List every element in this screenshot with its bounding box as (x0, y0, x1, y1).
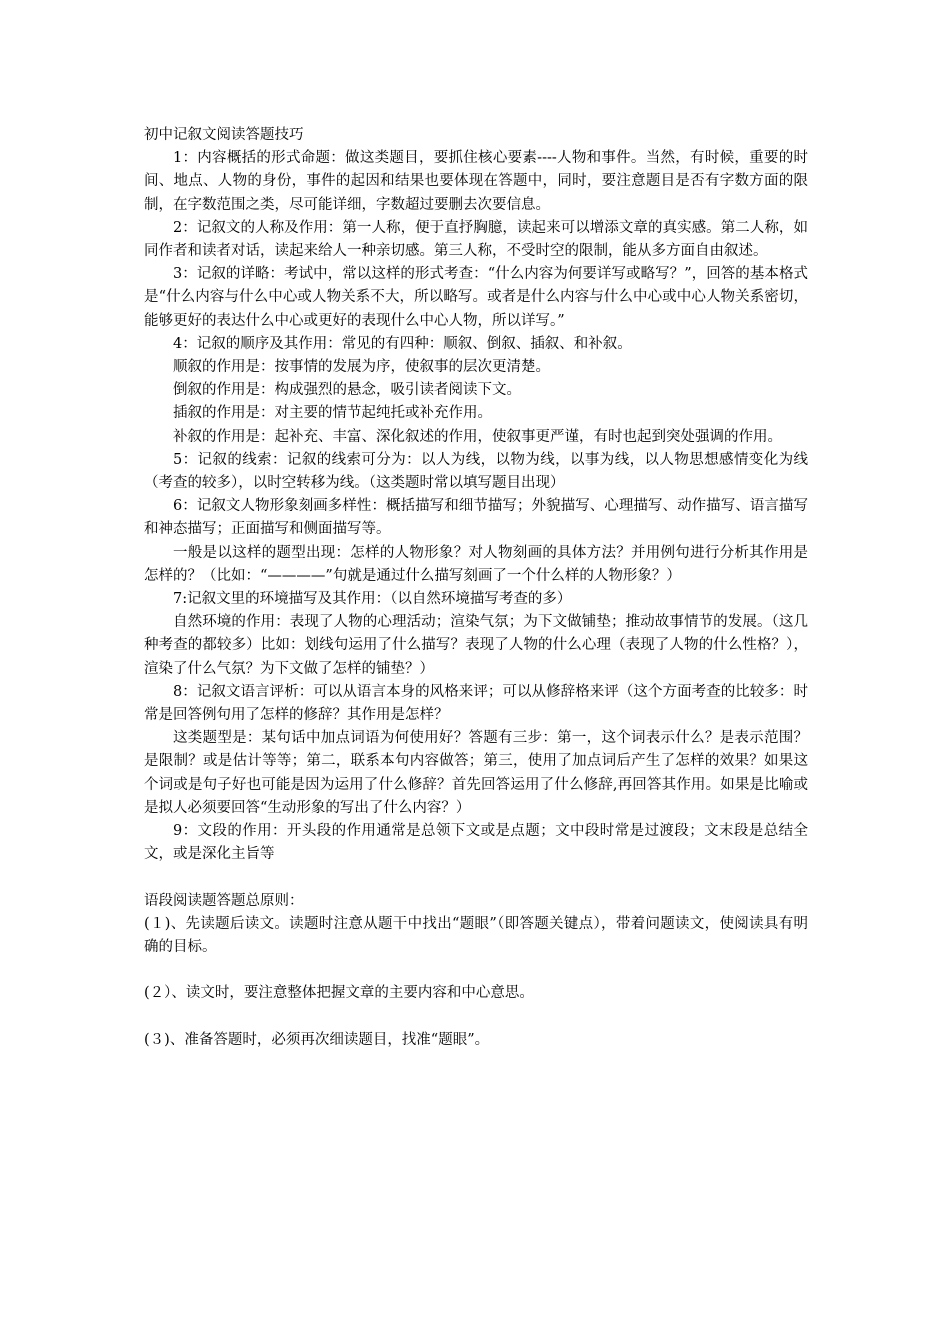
principles-heading: 语段阅读题答题总原则： (144, 892, 304, 909)
paragraph-language-question: 这类题型是：某句话中加点词语为何使用好？答题有三步：第一，这个词表示什么？是表示范围？是限制？或是估计等等；第二，联系本句内容做答；第三，使用了加点词后产生了怎样的效果？如果这个词或是句子好也可能是因为运用了什么修辞？首先回答运用了什么修辞,再回答其作用。如果是比喻或是拟人必须要回答“生动形象的写出了什么内容？） (144, 730, 808, 816)
paragraph-section-role: 9：文段的作用：开头段的作用通常是总领下文或是点题；文中段时常是过渡段；文末段是总结全文，或是深化主旨等 (144, 823, 808, 863)
blank-line (144, 1006, 808, 1029)
paragraph-character: 6：记叙文人物形象刻画多样性：概括描写和细节描写；外貌描写、心理描写、动作描写、语言描写和神态描写；正面描写和侧面描写等。 (144, 498, 808, 538)
paragraph-environment-effect: 自然环境的作用：表现了人物的心理活动；渲染气氛；为下文做铺垫；推动故事情节的发展。（这几种考查的都较多）比如：划线句运用了什么描写？表现了人物的什么心理（表现了人物的什么性格？），渲染了什么气氛？为下文做了怎样的铺垫？） (144, 614, 808, 677)
paragraph-person: 2：记叙文的人称及作用：第一人称，便于直抒胸臆，读起来可以增添文章的真实感。第二人称，如同作者和读者对话，读起来给人一种亲切感。第三人称，不受时空的限制，能从多方面自由叙述。 (144, 219, 808, 260)
document-title: 初中记叙文阅读答题技巧 (144, 127, 304, 143)
paragraph-character-question: 一般是以这样的题型出现：怎样的人物形象？对人物刻画的具体方法？并用例句进行分析其作用是怎样的？（比如：“————”句就是通过什么描写刻画了一个什么样的人物形象？） (144, 544, 808, 584)
paragraph-clue: 5：记叙的线索：记叙的线索可分为：以人为线，以物为线，以事为线，以人物思想感情变化为线（考查的较多），以时空转移为线。（这类题时常以填写题目出现） (144, 451, 808, 492)
paragraph-order-flashback: 倒叙的作用是：构成强烈的悬念，吸引读者阅读下文。 (173, 382, 521, 399)
paragraph-order-insert: 插叙的作用是：对主要的情节起纯托或补充作用。 (173, 405, 492, 422)
paragraph-summary: 1：内容概括的形式命题：做这类题目，要抓住核心要素----人物和事件。当然，有时候，重要的时间、地点、人物的身份，事件的起因和结果也要体现在答题中，同时，要注意题目是否有字数方面的限制，在字数范围之类，尽可能详细，字数超过要删去次要信息。 (144, 150, 808, 213)
blank-line (144, 867, 808, 890)
paragraph-environment: 7:记叙文里的环境描写及其作用：（以自然环境描写考查的多） (173, 591, 572, 608)
blank-line (144, 959, 808, 982)
paragraph-order-supplement: 补叙的作用是：起补充、丰富、深化叙述的作用，使叙事更严谨，有时也起到突处强调的作用。 (173, 428, 782, 445)
paragraph-language: 8：记叙文语言评析：可以从语言本身的风格来评；可以从修辞格来评（这个方面考查的比较多：时常是回答例句用了怎样的修辞？其作用是怎样？ (144, 683, 808, 724)
principle-item-3: (３)、准备答题时，必须再次细读题目，找准“题眼”。 (144, 1031, 490, 1048)
principle-item-2: (２）、读文时，要注意整体把握文章的主要内容和中心意思。 (144, 985, 534, 1002)
paragraph-detail: 3：记叙的详略：考试中，常以这样的形式考查：“什么内容为何要详写或略写？”，回答的基本格式是“什么内容与什么中心或人物关系不大，所以略写。或者是什么内容与什么中心或中心人物关系密切，能够更好的表达什么中心或更好的表现什么中心人物，所以详写。” (144, 266, 808, 329)
document-body (144, 124, 808, 1052)
paragraph-order: 4：记叙的顺序及其作用：常见的有四种：顺叙、倒叙、插叙、和补叙。 (173, 335, 632, 352)
paragraph-order-forward: 顺叙的作用是：按事情的发展为序，使叙事的层次更清楚。 (173, 359, 550, 376)
principle-item-1: (１)、先读题后读文。读题时注意从题干中找出“题眼”（即答题关键点），带着问题读文，使阅读具有明确的目标。 (144, 915, 808, 956)
